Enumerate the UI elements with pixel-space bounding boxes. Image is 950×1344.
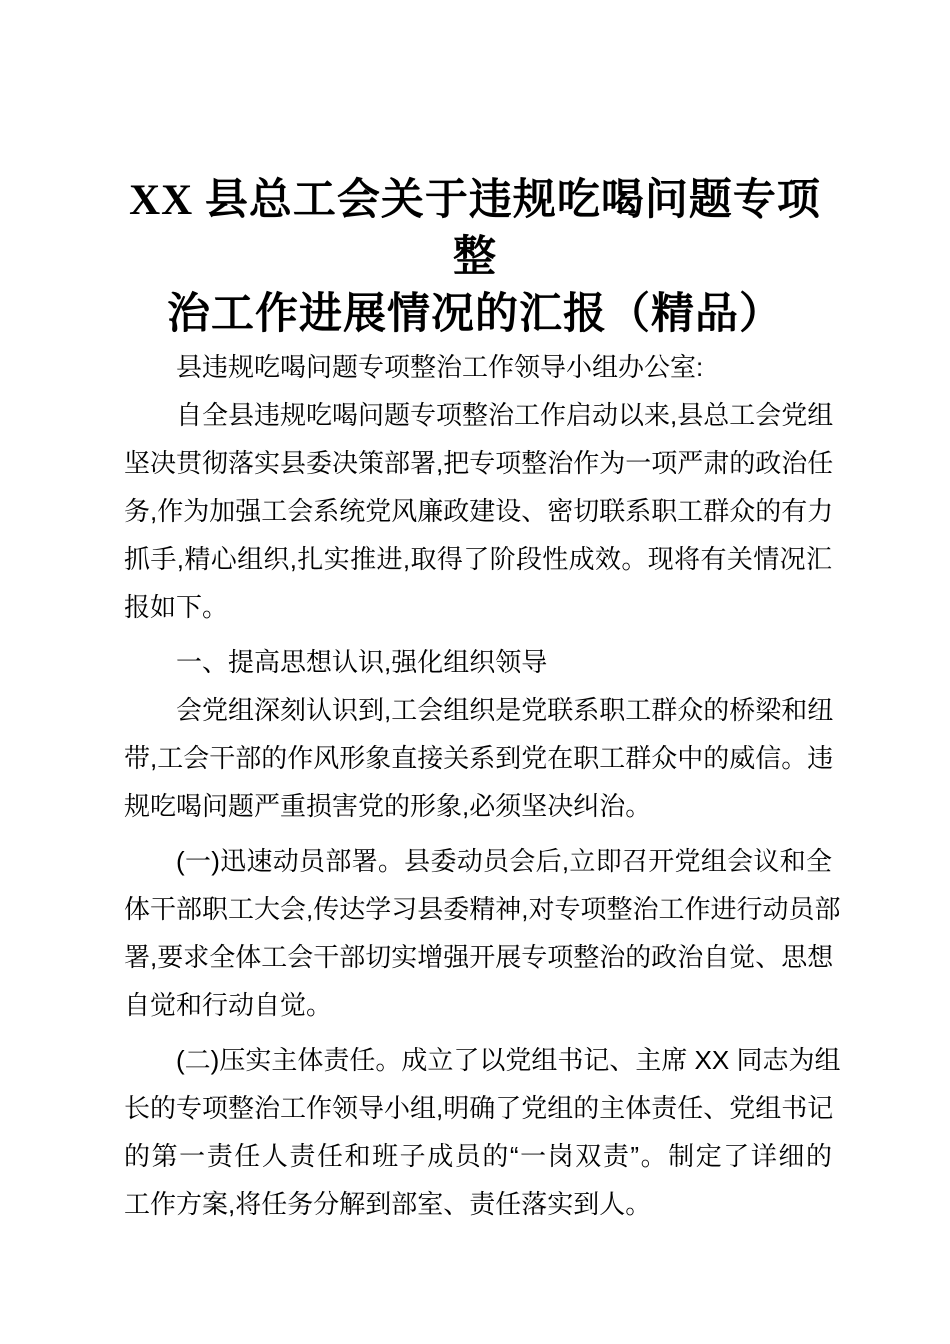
text-line: 署,要求全体工会干部切实增强开展专项整治的政治自觉、思想 (124, 942, 834, 972)
text-line: 体干部职工大会,传达学习县委精神,对专项整治工作进行动员部 (124, 894, 841, 924)
text-line: 工作方案,将任务分解到部室、责任落实到人。 (124, 1189, 652, 1219)
text-line: 一、提高思想认识,强化组织领导 (176, 647, 548, 677)
text-line: 长的专项整治工作领导小组,明确了党组的主体责任、党组书记 (124, 1093, 834, 1123)
section-heading (124, 638, 832, 686)
paragraph (124, 686, 832, 830)
text-line: 自觉和行动自觉。 (124, 990, 333, 1020)
text-line: 规吃喝问题严重损害党的形象,必须坚决纠治。 (124, 791, 652, 821)
paragraph (124, 391, 832, 631)
paragraph (124, 1036, 841, 1228)
paragraph (124, 837, 841, 1029)
text-line: (二)压实主体责任。成立了以党组书记、主席 XX 同志为组 (176, 1045, 841, 1075)
text-line: 务,作为加强工会系统党风廉政建设、密切联系职工群众的有力 (124, 496, 834, 526)
text-line: 抓手,精心组织,扎实推进,取得了阶段性成效。现将有关情况汇 (124, 544, 832, 574)
text-line: 县违规吃喝问题专项整治工作领导小组办公室: (176, 352, 704, 382)
document-body (124, 343, 841, 1228)
salutation (124, 343, 832, 391)
text-line: 的第一责任人责任和班子成员的“一岗双责”。制定了详细的 (124, 1141, 832, 1171)
text-line: (一)迅速动员部署。县委动员会后,立即召开党组会议和全 (176, 846, 832, 876)
text-line: 会党组深刻认识到,工会组织是党联系职工群众的桥梁和纽 (176, 695, 834, 725)
title-line-2: 治工作进展情况的汇报（精品） (167, 291, 783, 338)
text-line: 带,工会干部的作风形象直接关系到党在职工群众中的威信。违 (124, 743, 834, 773)
title-line-1: XX 县总工会关于违规吃喝问题专项整 (129, 177, 821, 281)
text-line: 报如下。 (124, 592, 229, 622)
text-line: 坚决贯彻落实县委决策部署,把专项整治作为一项严肃的政治任 (124, 448, 834, 478)
document-title (121, 172, 829, 343)
text-line: 自全县违规吃喝问题专项整治工作启动以来,县总工会党组 (176, 400, 834, 430)
